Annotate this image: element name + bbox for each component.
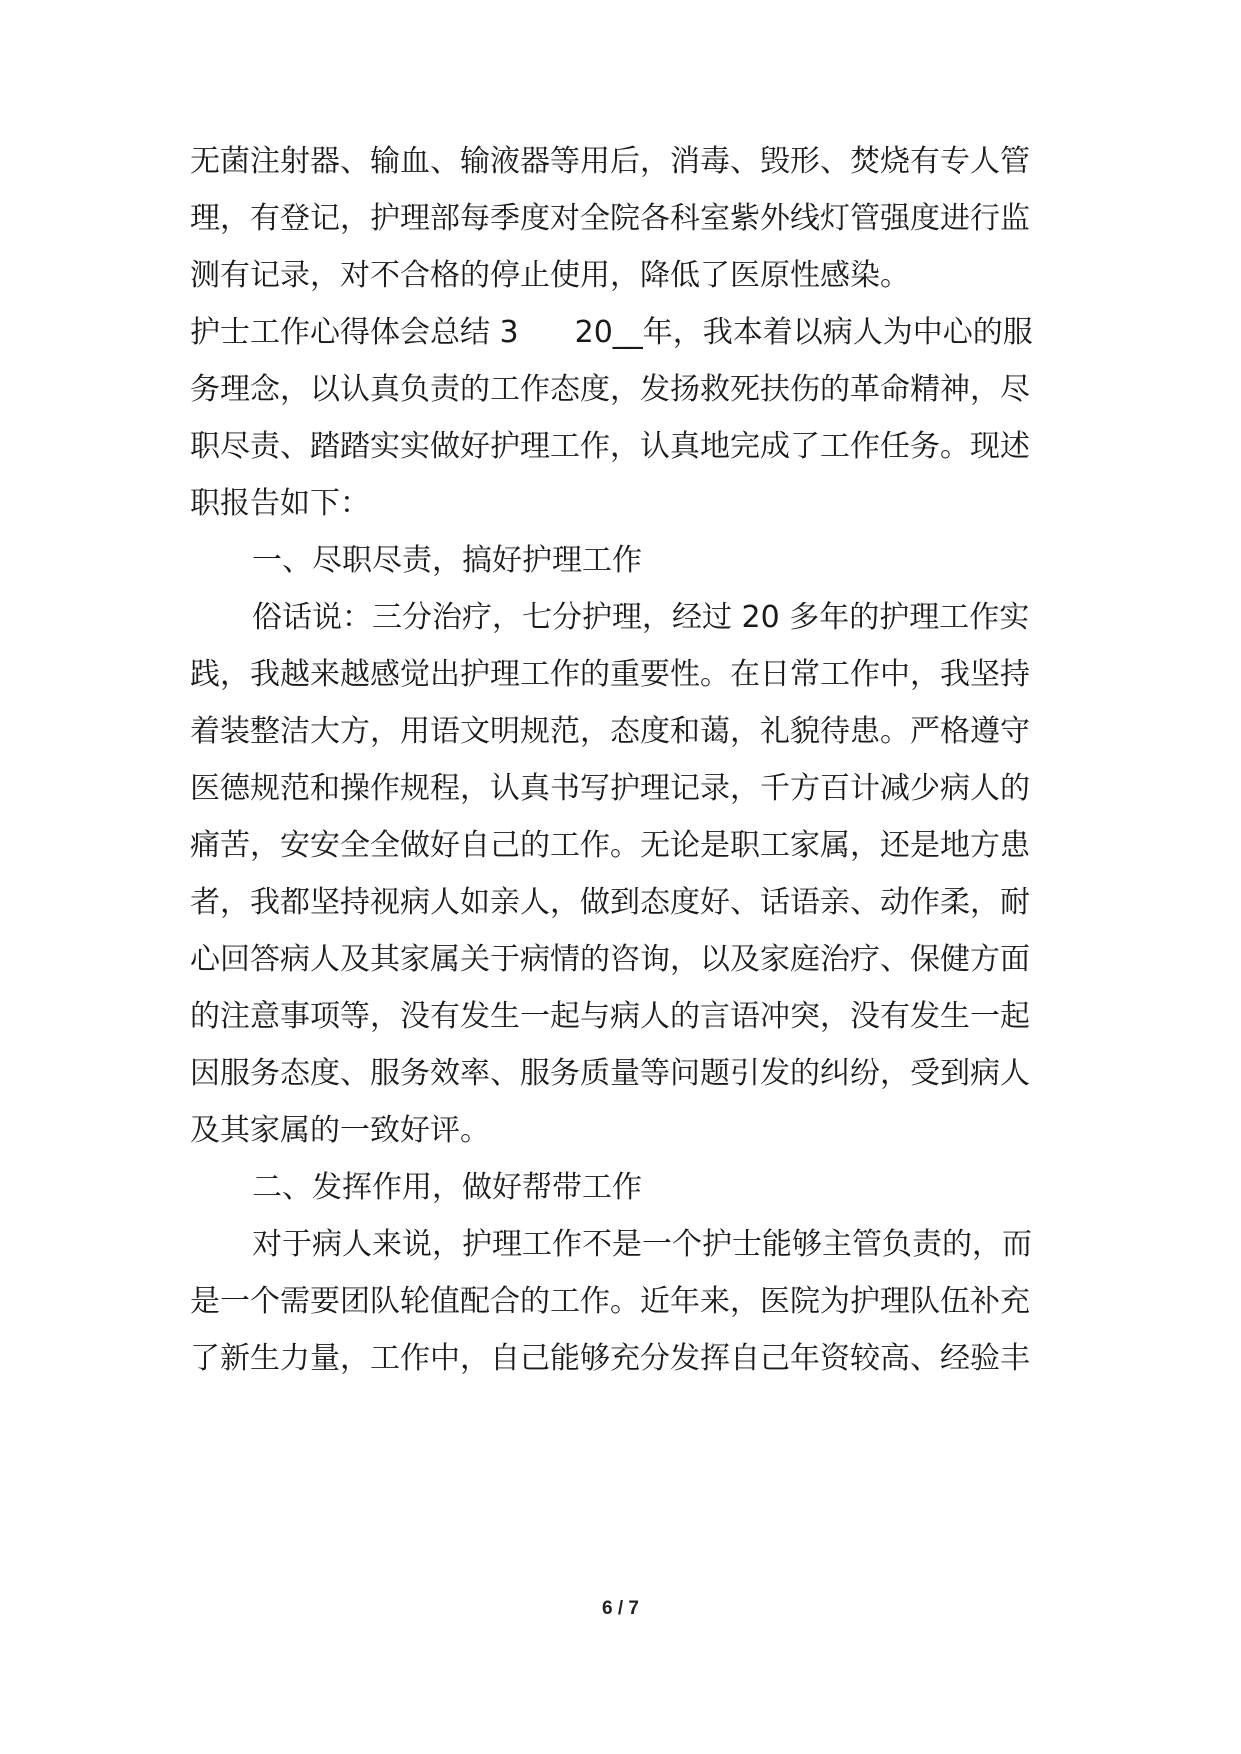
body-line: 无菌注射器、输血、输液器等用后，消毒、毁形、焚烧有专人管 [190,144,1030,179]
body-line: 俗话说：三分治疗，七分护理，经过 20 多年的护理工作实 [252,600,1030,635]
subheading: 二、发挥作用，做好帮带工作 [252,1170,642,1205]
body-line: 因服务态度、服务效率、服务质量等问题引发的纠纷，受到病人 [190,1056,1030,1091]
section-heading-line [190,313,1033,353]
body-line: 者，我都坚持视病人如亲人，做到态度好、话语亲、动作柔，耐 [190,885,1030,920]
body-line: 理，有登记，护理部每季度对全院各科室紫外线灯管强度进行监 [190,201,1030,236]
body-line: 的注意事项等，没有发生一起与病人的言语冲突，没有发生一起 [190,999,1030,1034]
body-line: 及其家属的一致好评。 [190,1113,490,1148]
body-line: 了新生力量，工作中，自己能够充分发挥自己年资较高、经验丰 [190,1341,1030,1376]
body-line: 心回答病人及其家属关于病情的咨询，以及家庭治疗、保健方面 [190,942,1030,977]
body-line: 职报告如下： [190,486,370,521]
page-number: 6 / 7 [602,1598,639,1619]
subheading: 一、尽职尽责，搞好护理工作 [252,543,642,578]
body-line: 痛苦，安安全全做好自己的工作。无论是职工家属，还是地方患 [190,828,1030,863]
body-line: 践，我越来越感觉出护理工作的重要性。在日常工作中，我坚持 [190,657,1030,692]
body-line: 着装整洁大方，用语文明规范，态度和蔼，礼貌待患。严格遵守 [190,714,1030,749]
body-line: 对于病人来说，护理工作不是一个护士能够主管负责的，而 [252,1227,1032,1262]
body-line: 测有记录，对不合格的停止使用，降低了医原性感染。 [190,258,910,293]
body-line: 职尽责、踏踏实实做好护理工作，认真地完成了工作任务。现述 [190,429,1030,464]
section-title: 护士工作心得体会总结 3 [190,315,519,350]
body-line: 务理念，以认真负责的工作态度，发扬救死扶伤的革命精神，尽 [190,372,1030,407]
body-line: 医德规范和操作规程，认真书写护理记录，千方百计减少病人的 [190,771,1030,806]
body-line: 是一个需要团队轮值配合的工作。近年来，医院为护理队伍补充 [190,1284,1030,1319]
section-intro-start: 20__年，我本着以病人为中心的服 [574,315,1033,350]
